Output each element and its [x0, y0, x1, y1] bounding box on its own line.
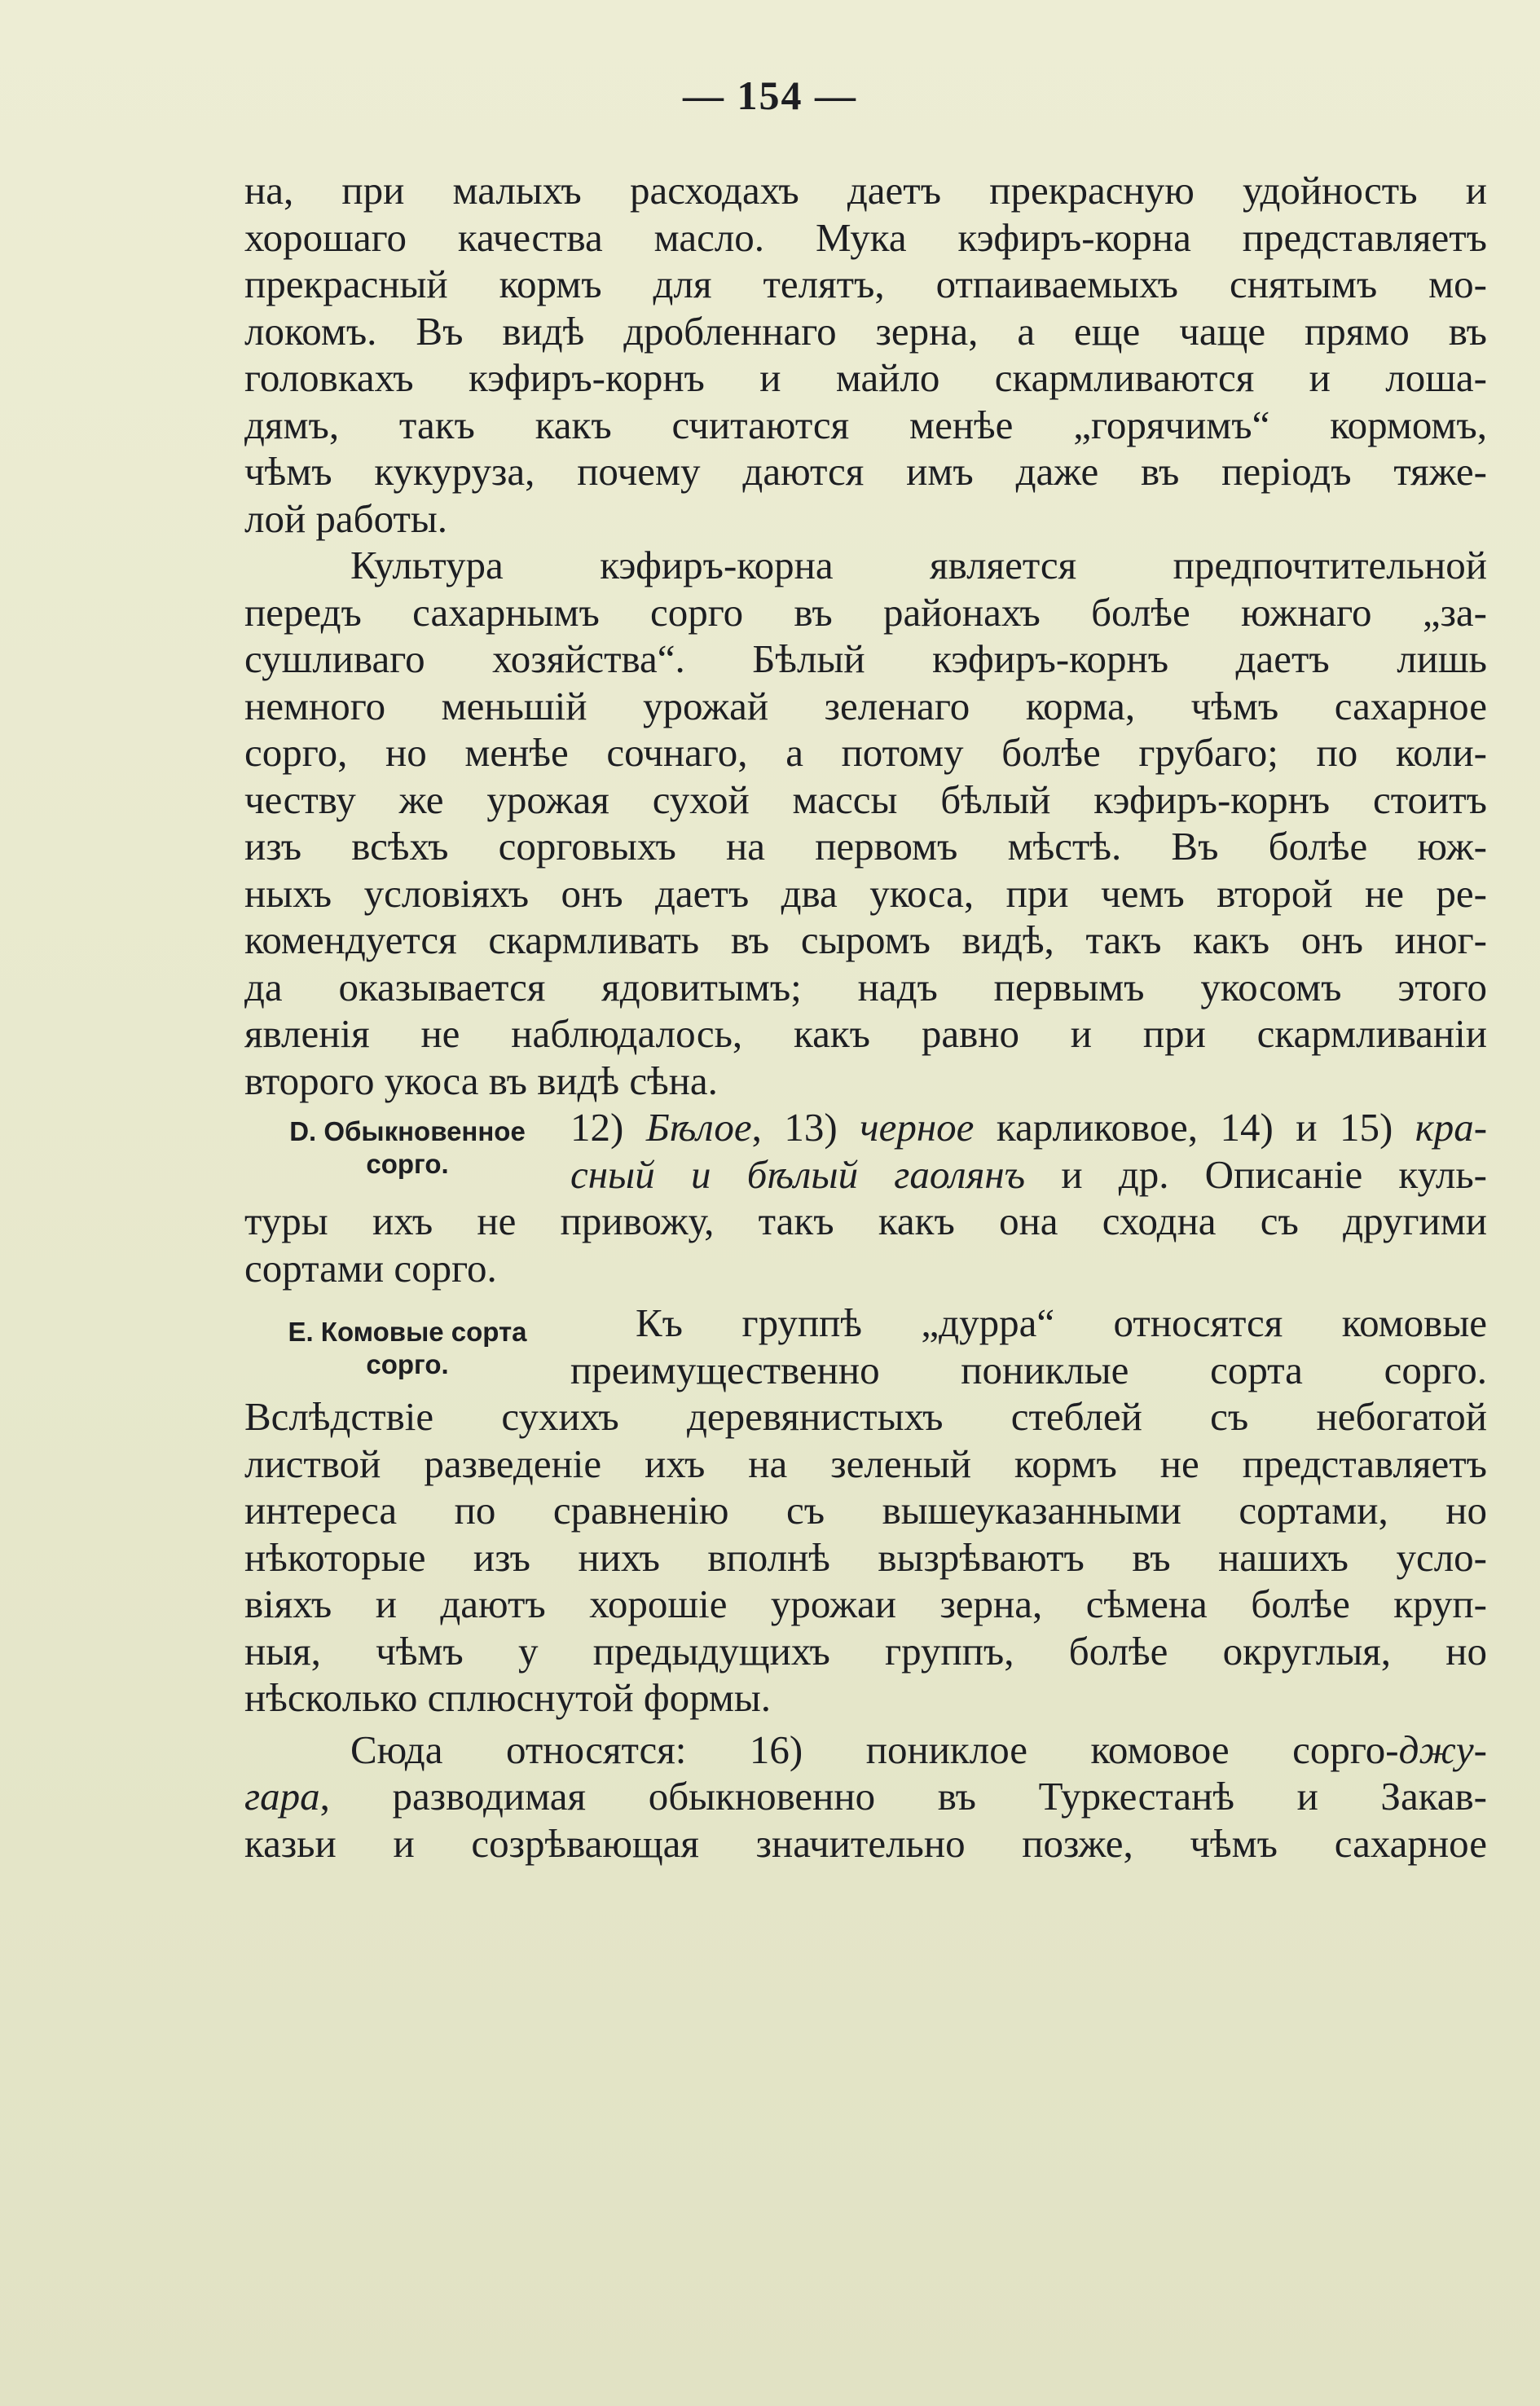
- italic-text: сный и бѣлый гаолянъ: [570, 1151, 1026, 1197]
- text-run: карликовое, 14) и 15): [996, 1105, 1393, 1150]
- text-line: комендуется скармливать въ сыромъ видѣ, такъ какъ онъ иног-: [244, 917, 1487, 962]
- italic-text: черное: [860, 1105, 975, 1150]
- paragraph-2: [244, 542, 1487, 1104]
- text-line: сортами сорго.: [244, 1245, 497, 1291]
- sidenote-d-line1: D. Обыкновенное: [289, 1116, 526, 1146]
- text-line: ныя, чѣмъ у предыдущихъ группъ, болѣе округлыя, но: [244, 1628, 1487, 1674]
- text-run: 12): [570, 1105, 624, 1150]
- paragraph-last: [244, 1726, 1487, 1867]
- text-line: интереса по сравненію съ вышеуказанными сортами, но: [244, 1488, 1487, 1533]
- text-line: [244, 1726, 1487, 1774]
- sidenote-d: [244, 1115, 570, 1181]
- text-line: казьи и созрѣвающая значительно позже, чѣмъ сахарное: [244, 1820, 1487, 1866]
- text-line: Вслѣдствіе сухихъ деревянистыхъ стеблей съ небогатой: [244, 1394, 1487, 1439]
- text-line: листвой разведеніе ихъ на зеленый кормъ не представляетъ: [244, 1441, 1487, 1486]
- sidenote-e-line1: E. Комовые сорта: [288, 1317, 527, 1347]
- paragraph-1: [244, 167, 1487, 542]
- text-line: явленія не наблюдалось, какъ равно и при скармливаніи: [244, 1011, 1487, 1056]
- section-e-body: [570, 1300, 1487, 1393]
- italic-text: джу-: [1398, 1726, 1487, 1772]
- text-line: [570, 1104, 1487, 1151]
- text-line: прекрасный кормъ для телятъ, отпаиваемыхъ снятымъ мо-: [244, 262, 1487, 306]
- text-line: віяхъ и даютъ хорошіе урожаи зерна, сѣмена болѣе круп-: [244, 1581, 1487, 1626]
- text-run: , разводимая обыкновенно въ Туркестанѣ и Закав-: [319, 1774, 1487, 1819]
- italic-text: гара: [244, 1774, 320, 1819]
- text-line: ныхъ условіяхъ онъ даетъ два укоса, при чемъ второй не ре-: [244, 870, 1487, 916]
- text-line: преимущественно пониклые сорта сорго.: [570, 1347, 1487, 1392]
- text-line: честву же урожая сухой массы бѣлый кэфиръ-корнъ стоитъ: [244, 776, 1487, 822]
- sidenote-d-line2: сорго.: [366, 1149, 449, 1179]
- text-line: да оказывается ядовитымъ; надъ первымъ укосомъ этого: [244, 964, 1487, 1009]
- text-line: передъ сахарнымъ сорго въ районахъ болѣе южнаго „за-: [244, 589, 1487, 635]
- text-line: дямъ, такъ какъ считаются менѣе „горячимъ“ кормомъ,: [244, 402, 1487, 447]
- sidenote-e: [244, 1316, 570, 1381]
- text-line: хорошаго качества масло. Мука кэфиръ-корна представляетъ: [244, 214, 1487, 260]
- section-e: [244, 1300, 1487, 1393]
- text-line: немного меньшій урожай зеленаго корма, чѣмъ сахарное: [244, 683, 1487, 728]
- text-line: Къ группѣ „дурра“ относятся комовые: [636, 1300, 1487, 1345]
- text-line: нѣсколько сплюснутой формы.: [244, 1675, 772, 1720]
- page-number: — 154 —: [683, 73, 857, 118]
- text-line: на, при малыхъ расходахъ даетъ прекрасную удойность и: [244, 168, 1487, 213]
- text-line: сорго, но менѣе сочнаго, а потому болѣе грубаго; по коли-: [244, 730, 1487, 775]
- text-line: Культура кэфиръ-корна является предпочтительной: [350, 543, 1487, 587]
- italic-text: кра-: [1415, 1105, 1488, 1150]
- text-line: [570, 1151, 1487, 1199]
- text-line: [244, 1773, 1487, 1820]
- text-line: нѣкоторые изъ нихъ вполнѣ вызрѣваютъ въ нашихъ усло-: [244, 1534, 1487, 1580]
- sidenote-e-line2: сорго.: [366, 1349, 449, 1379]
- italic-text: Бѣлое: [645, 1105, 752, 1150]
- text-line: сушливаго хозяйства“. Бѣлый кэфиръ-корнъ даетъ лишь: [244, 636, 1487, 681]
- text-line: чѣмъ кукуруза, почему даются имъ даже въ періодъ тяже-: [244, 449, 1487, 494]
- text-run: , 13): [751, 1105, 838, 1150]
- text-line: лой работы.: [244, 495, 448, 541]
- text-line: локомъ. Въ видѣ дробленнаго зерна, а еще чаще прямо въ: [244, 308, 1487, 354]
- section-d: [244, 1104, 1487, 1198]
- text-run: и др. Описаніе куль-: [1061, 1151, 1488, 1197]
- text-line: второго укоса въ видѣ сѣна.: [244, 1058, 718, 1103]
- text-line: головкахъ кэфиръ-корнъ и майло скармливаются и лоша-: [244, 355, 1487, 400]
- section-d-body: [570, 1104, 1487, 1198]
- page-text: [244, 167, 1487, 1867]
- text-run: Сюда относятся: 16) пониклое комовое сорго-: [350, 1726, 1399, 1772]
- text-line: изъ всѣхъ сорговыхъ на первомъ мѣстѣ. Въ болѣе юж-: [244, 824, 1487, 869]
- text-line: туры ихъ не привожу, такъ какъ она сходна съ другими: [244, 1199, 1487, 1243]
